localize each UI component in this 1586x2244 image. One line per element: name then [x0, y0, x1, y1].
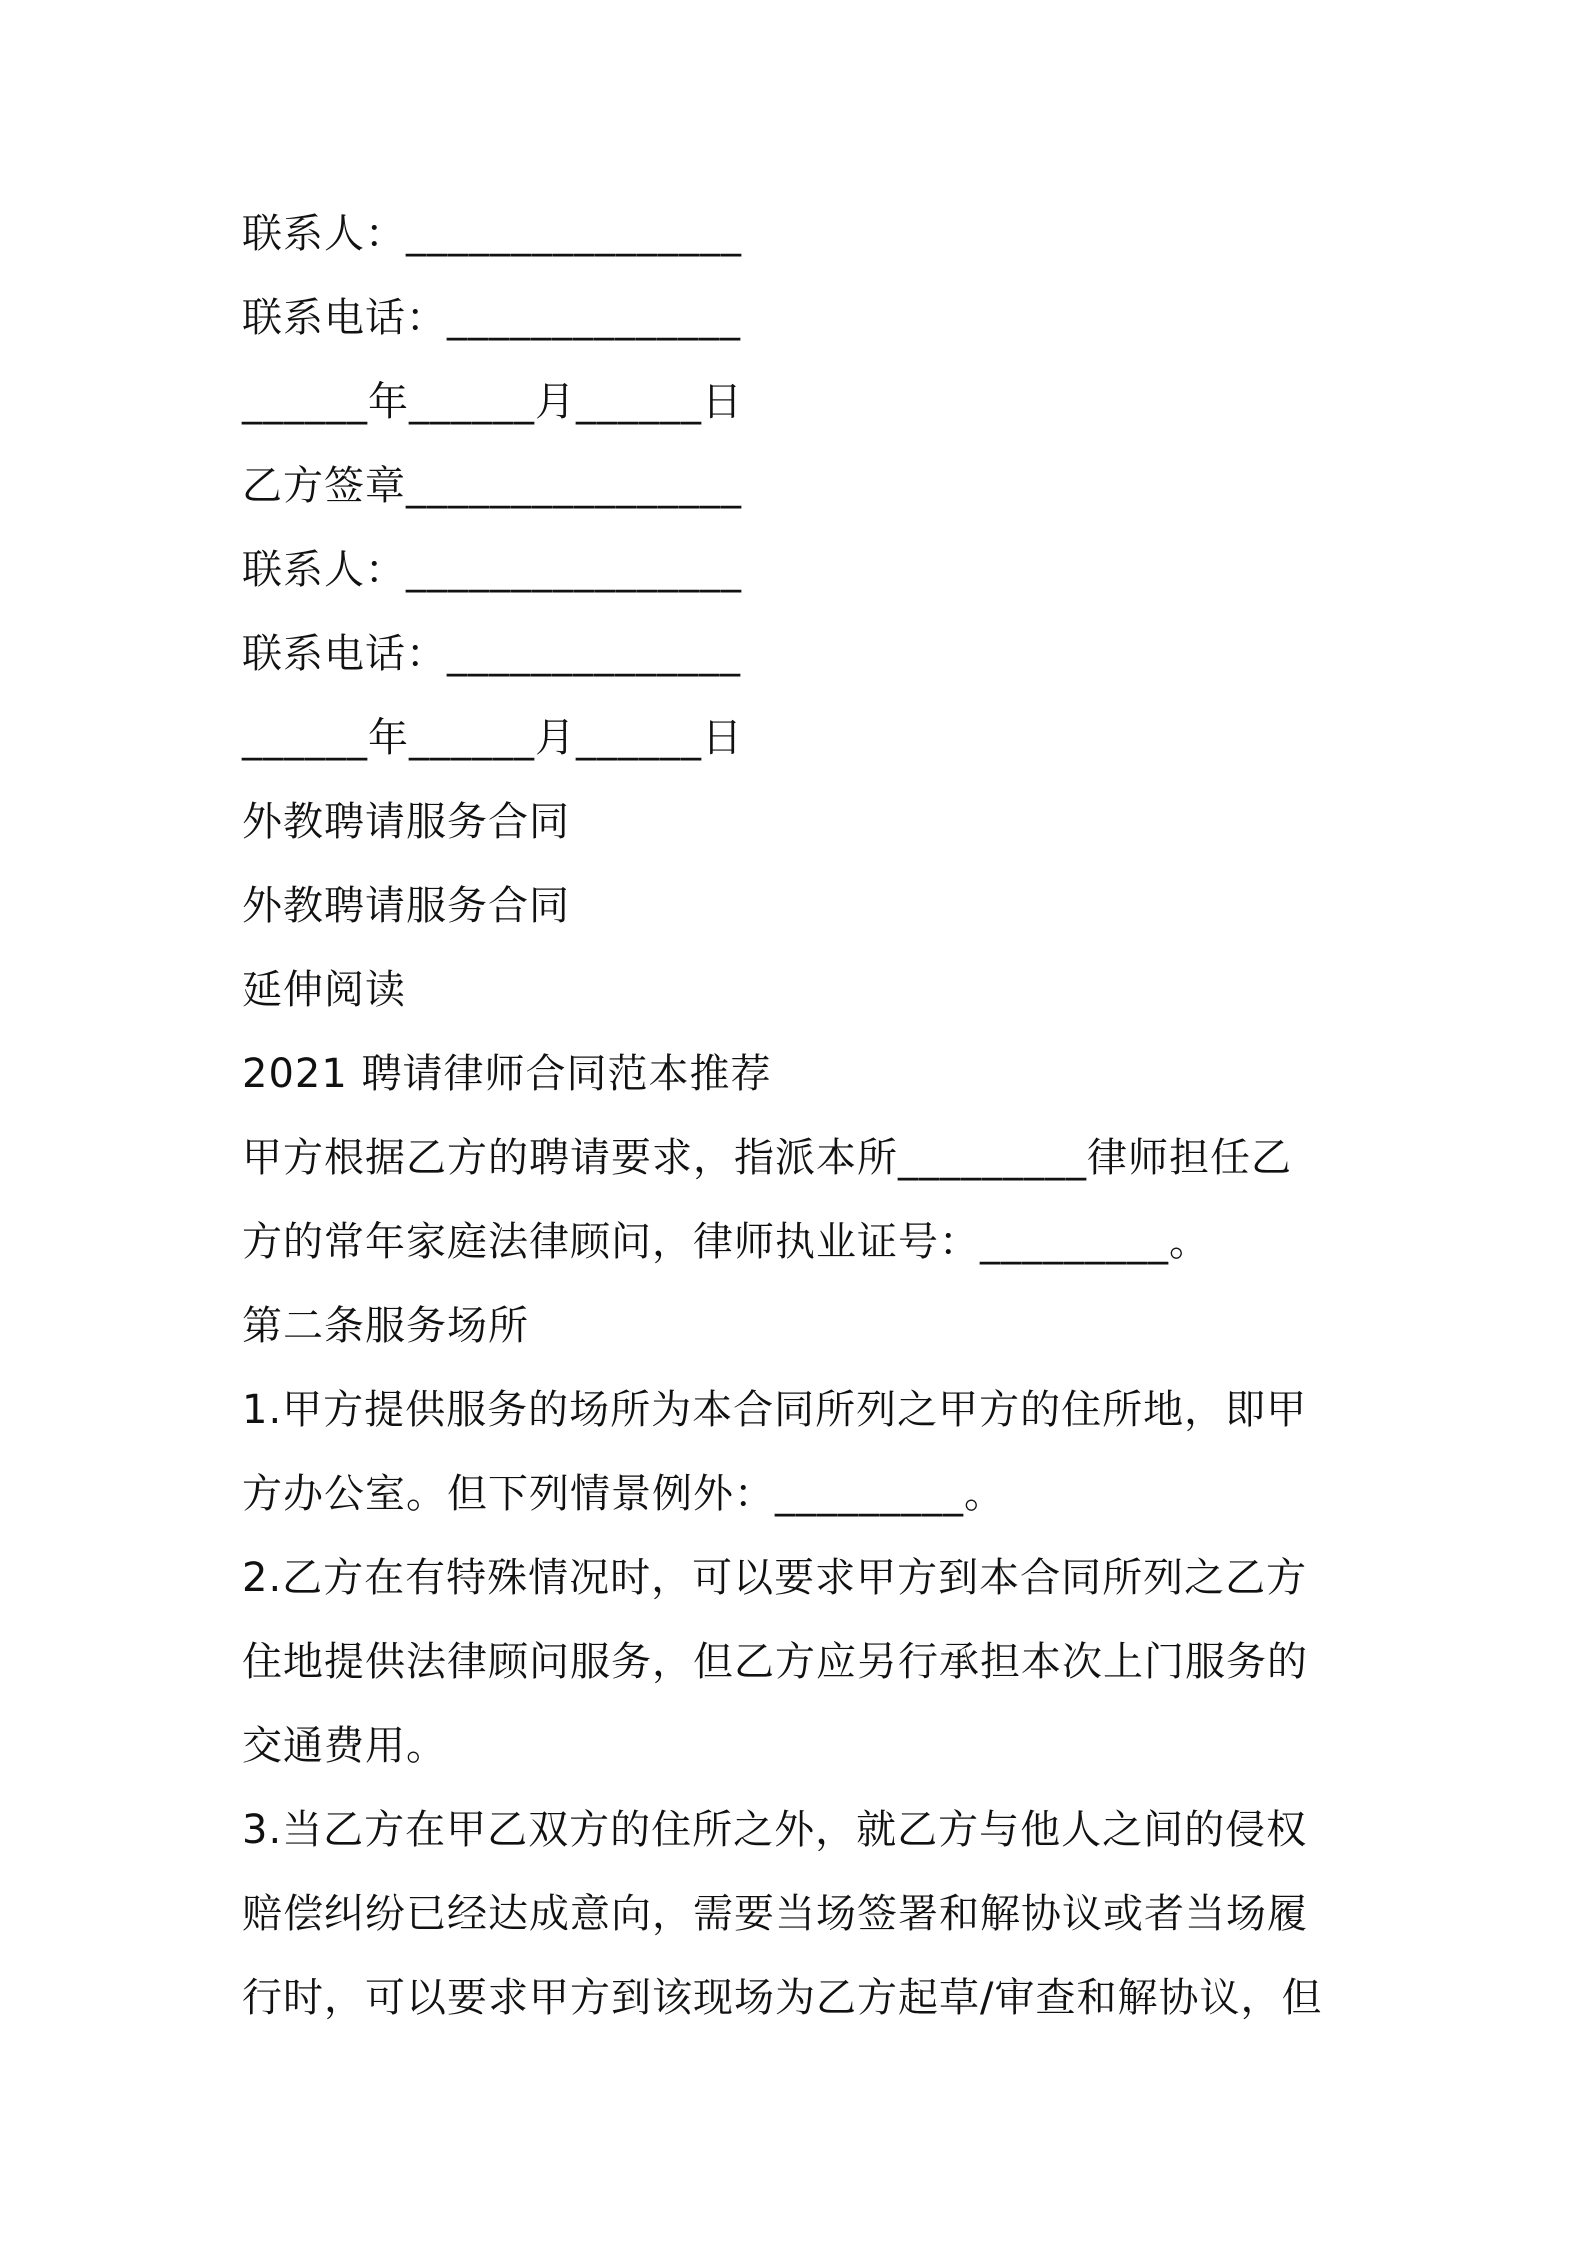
article-2-heading: 第二条服务场所: [242, 1303, 529, 1349]
paragraph-line: 甲方根据乙方的聘请要求，指派本所_________律师担任乙: [242, 1135, 1292, 1181]
clause-3-line: 行时，可以要求甲方到该现场为乙方起草/审查和解协议，但: [242, 1975, 1323, 2021]
contract-title-2: 外教聘请服务合同: [242, 883, 570, 929]
contact-person-line-1: 联系人：________________: [242, 211, 742, 257]
contact-phone-line-2: 联系电话：______________: [242, 631, 741, 677]
clause-1-line: 1.甲方提供服务的场所为本合同所列之甲方的住所地，即甲: [242, 1387, 1308, 1433]
clause-1-line: 方办公室。但下列情景例外：_________。: [242, 1471, 1005, 1517]
clause-2-line: 住地提供法律顾问服务，但乙方应另行承担本次上门服务的: [242, 1639, 1308, 1685]
clause-3-line: 赔偿纠纷已经达成意向，需要当场签署和解协议或者当场履: [242, 1891, 1308, 1937]
contact-person-line-2: 联系人：________________: [242, 547, 742, 593]
paragraph-line: 方的常年家庭法律顾问，律师执业证号：_________。: [242, 1219, 1210, 1265]
contact-phone-line-1: 联系电话：______________: [242, 295, 741, 341]
recommended-template-heading: 2021 聘请律师合同范本推荐: [242, 1051, 772, 1097]
document-body: [242, 192, 1362, 2040]
contract-title-1: 外教聘请服务合同: [242, 799, 570, 845]
clause-3-line: 3.当乙方在甲乙双方的住所之外，就乙方与他人之间的侵权: [242, 1807, 1308, 1853]
date-line-2: ______年______月______日: [242, 715, 743, 761]
date-line-1: ______年______月______日: [242, 379, 743, 425]
clause-2-line: 交通费用。: [242, 1723, 447, 1769]
clause-2-line: 2.乙方在有特殊情况时，可以要求甲方到本合同所列之乙方: [242, 1555, 1308, 1601]
party-b-signature-line: 乙方签章________________: [242, 463, 742, 509]
extended-reading-heading: 延伸阅读: [242, 967, 406, 1013]
